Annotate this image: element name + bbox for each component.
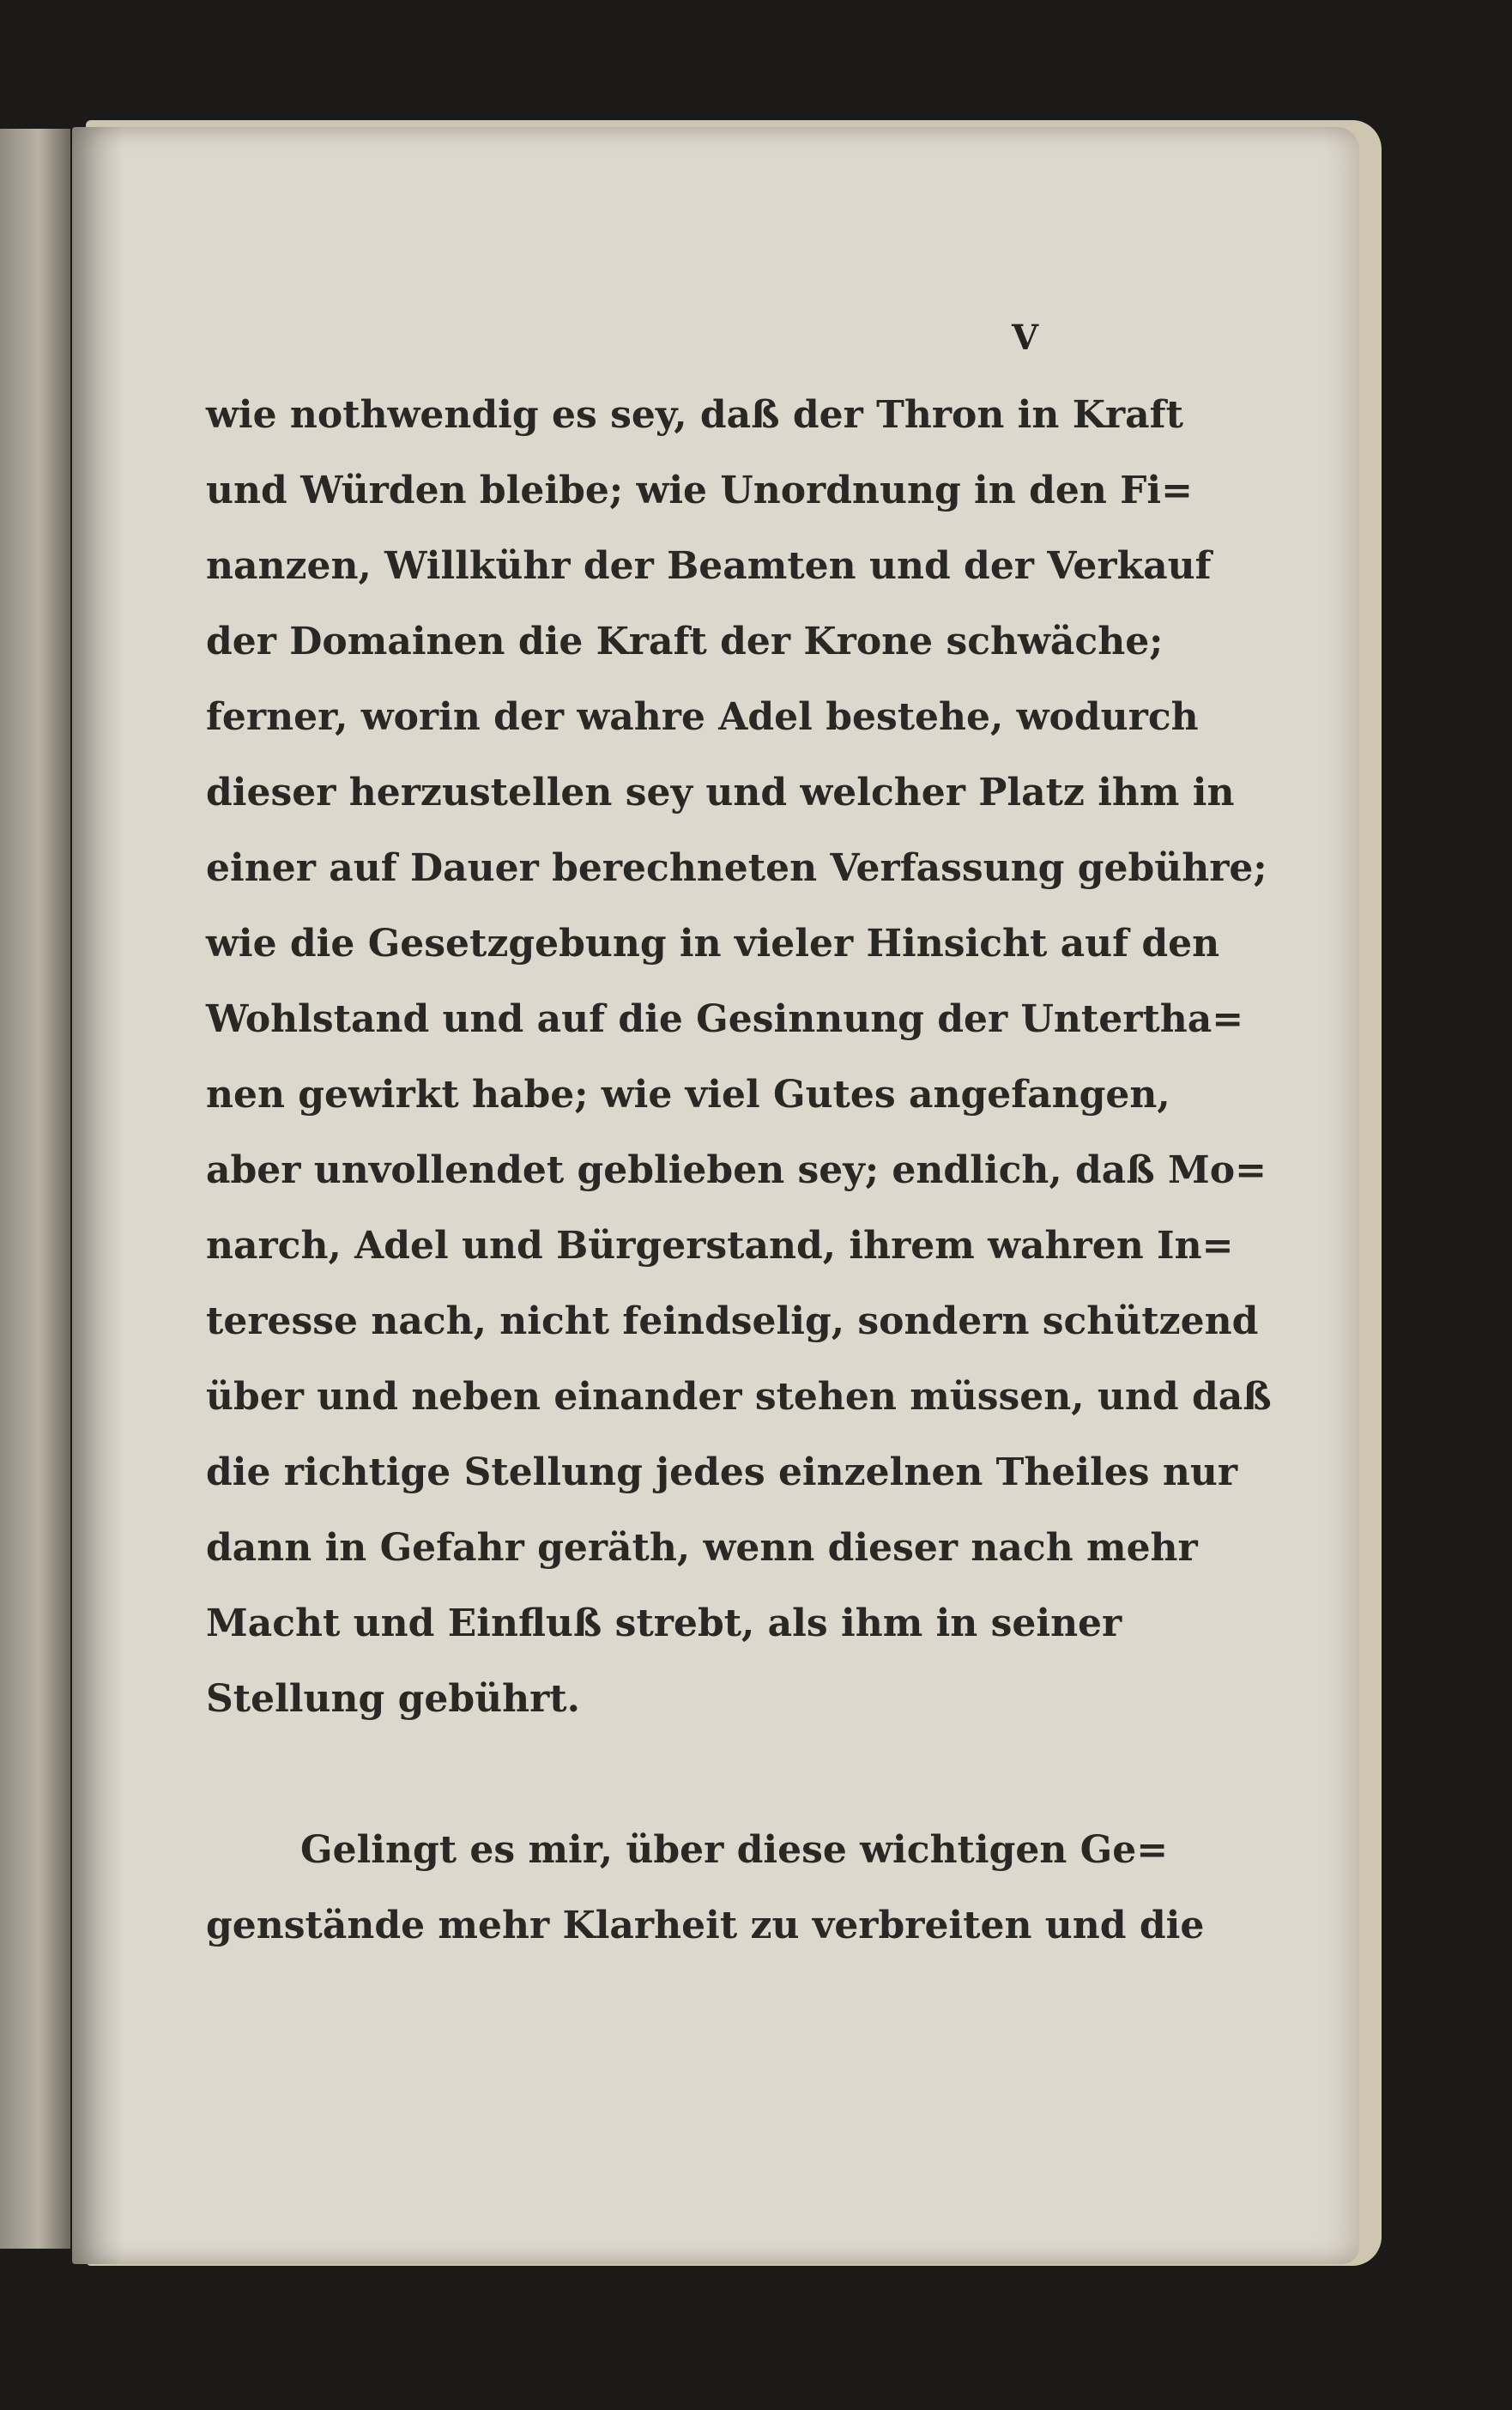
- text-line: wie nothwendig es sey, daß der Thron in Kraft: [206, 393, 1183, 437]
- text-line: ferner, worin der wahre Adel bestehe, wodurch: [206, 695, 1199, 739]
- text-line: dieser herzustellen sey und welcher Platz ihm in: [206, 771, 1235, 814]
- text-line: die richtige Stellung jedes einzelnen Theiles nur: [206, 1450, 1238, 1494]
- text-line: Wohlstand und auf die Gesinnung der Untertha=: [206, 997, 1244, 1041]
- text-line: der Domainen die Kraft der Krone schwäche;: [206, 620, 1164, 663]
- gutter-shadow: [72, 127, 124, 2264]
- body-text: [206, 378, 1272, 1964]
- text-line: nanzen, Willkühr der Beamten und der Verkauf: [206, 544, 1212, 588]
- text-line: über und neben einander stehen müssen, und daß: [206, 1375, 1272, 1419]
- text-line: Gelingt es mir, über diese wichtigen Ge=: [300, 1828, 1169, 1872]
- text-line: wie die Gesetzgebung in vieler Hinsicht auf den: [206, 922, 1220, 966]
- left-page-edge: [0, 129, 70, 2249]
- text-line: und Würden bleibe; wie Unordnung in den Fi=: [206, 469, 1193, 512]
- text-line: genstände mehr Klarheit zu verbreiten und die: [206, 1904, 1205, 1947]
- text-line: Stellung gebührt.: [206, 1677, 580, 1721]
- text-line: einer auf Dauer berechneten Verfassung gebühre;: [206, 846, 1267, 890]
- paragraph-gap: [206, 1737, 1038, 1813]
- page-number: V: [1011, 318, 1038, 358]
- text-line: narch, Adel und Bürgerstand, ihrem wahren In=: [206, 1224, 1234, 1268]
- text-line: Macht und Einfluß strebt, als ihm in seiner: [206, 1602, 1122, 1645]
- text-line: dann in Gefahr geräth, wenn dieser nach mehr: [206, 1526, 1198, 1570]
- text-line: teresse nach, nicht feindselig, sondern schützend: [206, 1299, 1259, 1343]
- text-line: aber unvollendet geblieben sey; endlich, daß Mo=: [206, 1148, 1267, 1192]
- text-line: nen gewirkt habe; wie viel Gutes angefangen,: [206, 1073, 1170, 1117]
